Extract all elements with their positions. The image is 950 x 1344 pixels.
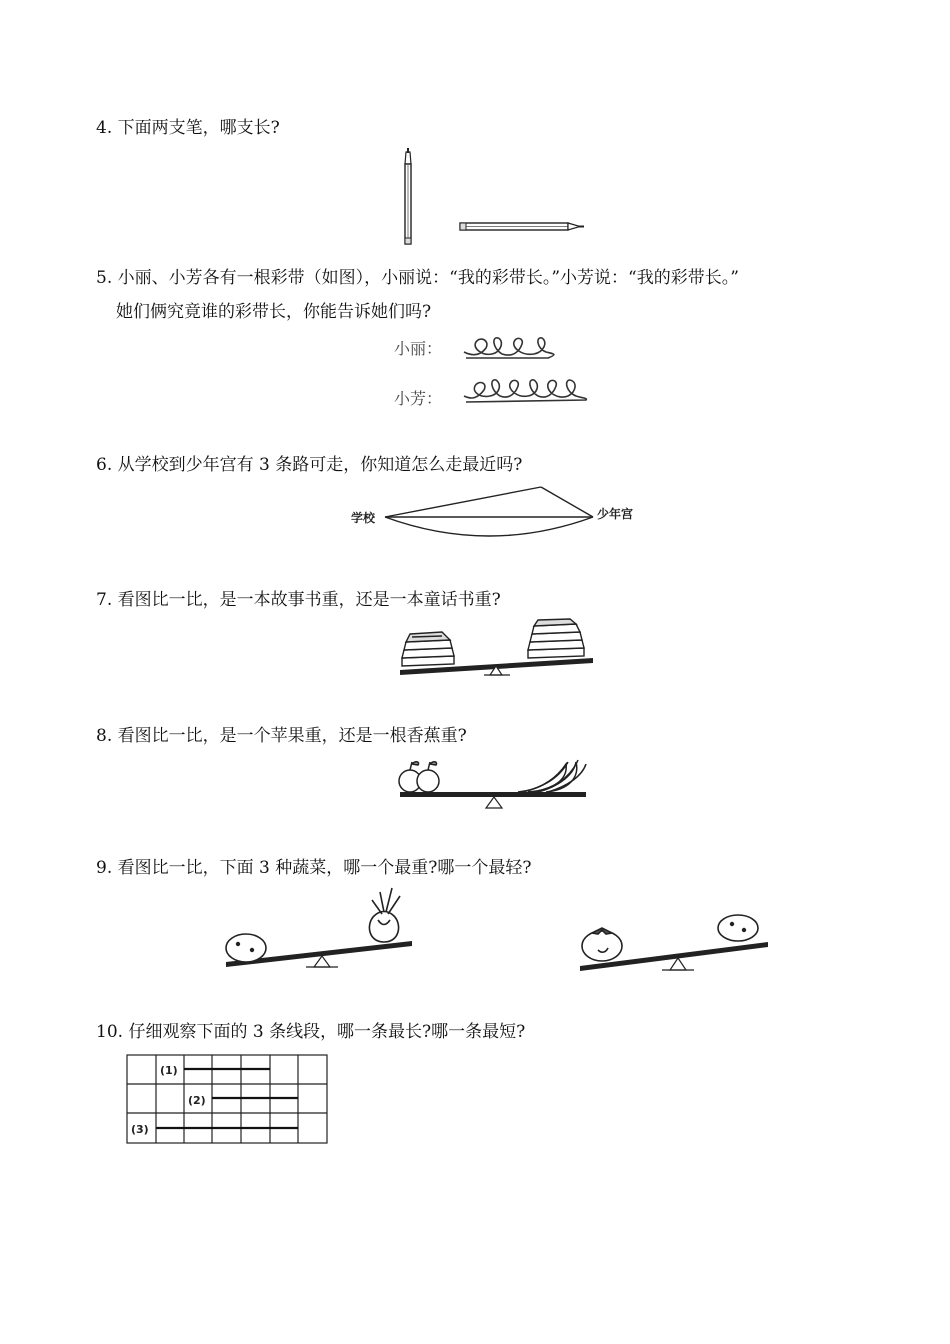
potato-icon: [226, 934, 266, 962]
pencils-figure: [400, 148, 600, 258]
grid-segments-figure: [126, 1054, 332, 1149]
vegetable-balance-left: [222, 886, 422, 976]
apple-icon: [399, 762, 439, 792]
fairy-tale-book-stack-icon: [528, 619, 584, 658]
question-5-line-1: 5. 小丽、小芳各有一根彩带（如图），小丽说：“我的彩带长。”小芳说：“我的彩带长。”: [96, 268, 739, 288]
turnip-icon: [369, 888, 400, 942]
horizontal-pencil-icon: [460, 223, 584, 230]
balance-fulcrum: [314, 956, 330, 967]
school-label: 学校: [351, 511, 376, 525]
routes-figure: [345, 485, 645, 555]
vegetable-balance-right: [578, 906, 778, 976]
storybook-stack-icon: [402, 632, 454, 666]
label-xiaoli: 小丽：: [394, 339, 443, 358]
book-balance-figure: [398, 616, 598, 686]
question-5-line-2: 她们俩究竟谁的彩带长，你能告诉她们吗?: [116, 302, 432, 322]
potato-icon: [718, 915, 758, 941]
ribbons-figure: [462, 334, 602, 414]
route-upper-line-2: [541, 487, 593, 517]
segment-2-label: (2): [188, 1094, 206, 1107]
banana-icon: [518, 760, 586, 792]
route-upper-line: [385, 487, 541, 517]
segment-1-label: (1): [160, 1064, 178, 1077]
question-7: 7. 看图比一比，是一本故事书重，还是一本童话书重?: [96, 590, 501, 610]
question-10: 10. 仔细观察下面的 3 条线段，哪一条最长?哪一条最短?: [96, 1022, 526, 1042]
balance-fulcrum: [670, 958, 686, 970]
question-6: 6. 从学校到少年宫有 3 条路可走，你知道怎么走最近吗?: [96, 455, 523, 475]
balance-beam: [400, 792, 586, 797]
question-4: 4. 下面两支笔，哪支长?: [96, 118, 280, 138]
vertical-pencil-icon: [405, 148, 411, 244]
label-xiaofang: 小芳：: [394, 389, 443, 408]
route-curved-line: [385, 517, 593, 536]
ribbon-xiaoli: [464, 338, 554, 358]
fruit-balance-figure: [398, 756, 598, 816]
tomato-icon: [582, 928, 622, 961]
segment-3-label: (3): [131, 1123, 149, 1136]
balance-fulcrum: [486, 797, 502, 808]
question-9: 9. 看图比一比，下面 3 种蔬菜，哪一个最重?哪一个最轻?: [96, 858, 532, 878]
youth-palace-label: 少年宫: [597, 507, 634, 521]
ribbon-xiaofang: [464, 380, 586, 402]
question-8: 8. 看图比一比，是一个苹果重，还是一根香蕉重?: [96, 726, 467, 746]
